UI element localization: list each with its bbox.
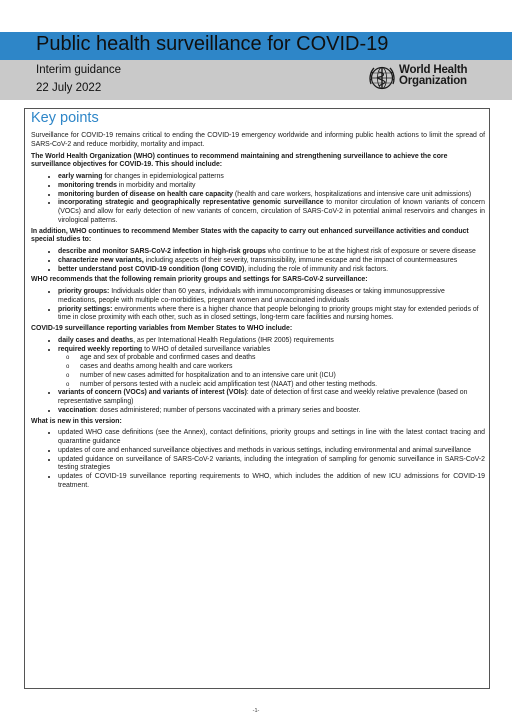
guidance-type: Interim guidance (36, 64, 122, 76)
list-item: • updated WHO case definitions (see the Annex), contact definitions, priority groups and settings in line with the latest contact tracing and quarantine guidance (58, 429, 485, 447)
reporting-heading: COVID-19 surveillance reporting variables from Member States to WHO include: (31, 325, 293, 332)
list-item: • required weekly reporting to WHO of detailed surveillance variables o age and sex of probable and confirmed cases and deaths o cases and deaths among health and care workers o number of new cases admitted for hospitalization and to an intensive care unit (ICU) o number of persons tested with a nucleic acid amplification test (NAAT) and other testing methods. (58, 346, 485, 390)
enhanced-heading: In addition, WHO continues to recommend Member States with the capacity to carry out enhanced surveillance activities and conduct special studies to: (31, 227, 469, 244)
enhanced-list (31, 248, 485, 274)
document-title: Public health surveillance for COVID-19 (36, 33, 389, 55)
list-item: • updates of COVID-19 surveillance reporting requirements to WHO, which includes the addition of new ICU admissions for COVID-19 treatment. (58, 473, 485, 491)
who-emblem-icon (368, 64, 396, 92)
priority-heading: WHO recommends that the following remain priority groups and settings for SARS-CoV-2 surveillance: (31, 276, 368, 284)
list-item: • vaccination: doses administered; number of persons vaccinated with a primary series and booster. (58, 407, 485, 416)
who-logo (368, 63, 498, 93)
list-item: • monitoring burden of disease on health care capacity (health and care workers, hospitalizations and intensive care unit admissions) (58, 191, 485, 200)
key-points-heading: Key points (31, 110, 99, 126)
list-item: • better understand post COVID-19 condition (long COVID), including the role of immunity and risk factors. (58, 266, 485, 275)
list-item: • describe and monitor SARS-CoV-2 infection in high-risk groups who continue to be at the highest risk of exposure or severe disease (58, 248, 485, 257)
list-item: • characterize new variants, including aspects of their severity, transmissibility, immune escape and the impact of countermeasures (58, 257, 485, 266)
organization-name: World Health Organization (399, 64, 468, 87)
list-item: • priority groups: Individuals older than 60 years, individuals with immunocompromising diseases or taking immunosuppressive medications, people with multiple co-morbidities, pregnant women and unvaccinated individuals (58, 288, 485, 306)
sub-list-item: o age and sex of probable and confirmed cases and deaths (80, 354, 485, 363)
list-item: • incorporating strategic and geographically representative genomic surveillance to monitor circulation of known variants of concern (VOCs) and allow for early detection of new variants of concern, circulation of SARS-CoV-2 in potential animal reservoirs and changes in virological patterns. (58, 199, 485, 225)
list-item: • priority settings: environments where there is a higher chance that people belonging to priority groups might stay for extended periods of time in close proximity with each other, such as in closed settings, long-term care facilities and nursing homes. (58, 306, 485, 324)
key-points-content (31, 132, 485, 493)
list-item: • monitoring trends in morbidity and mortality (58, 182, 485, 191)
priority-list (31, 288, 485, 323)
title-bar (0, 32, 512, 60)
publication-date: 22 July 2022 (36, 82, 102, 94)
reporting-list (31, 337, 485, 416)
whats-new-heading: What is new in this version: (31, 417, 122, 425)
weekly-variables-list (58, 354, 485, 389)
objectives-heading: The World Health Organization (WHO) continues to recommend maintaining and strengthening surveillance to achieve the core surveillance objectives for COVID-19. This should include: (31, 152, 448, 169)
list-item: • early warning for changes in epidemiological patterns (58, 173, 485, 182)
sub-list-item: o cases and deaths among health and care workers (80, 363, 485, 372)
list-item: • updated guidance on surveillance of SARS-CoV-2 variants, including the integration of sampling for genomic surveillance in SARS-CoV-2 testing strategies (58, 456, 485, 474)
sub-list-item: o number of persons tested with a nucleic acid amplification test (NAAT) and other testing methods. (80, 381, 485, 390)
page-number: -1- (252, 708, 260, 714)
sub-list-item: o number of new cases admitted for hospitalization and to an intensive care unit (ICU) (80, 372, 485, 381)
list-item: • daily cases and deaths, as per International Health Regulations (IHR 2005) requirements (58, 337, 485, 346)
intro-paragraph: Surveillance for COVID-19 remains critical to ending the COVID-19 emergency worldwide and informing public health actions to limit the spread of SARS-CoV-2 and reduce morbidity, mortality and impact. (31, 132, 485, 148)
key-points-box (24, 108, 490, 689)
list-item: • updates of core and enhanced surveillance objectives and methods in various settings, including environmental and animal surveillance (58, 447, 485, 456)
objectives-list (31, 173, 485, 226)
list-item: • variants of concern (VOCs) and variants of interest (VOIs): date of detection of first case and weekly relative prevalence (based on representative sampling) (58, 389, 485, 407)
whats-new-list (31, 429, 485, 490)
